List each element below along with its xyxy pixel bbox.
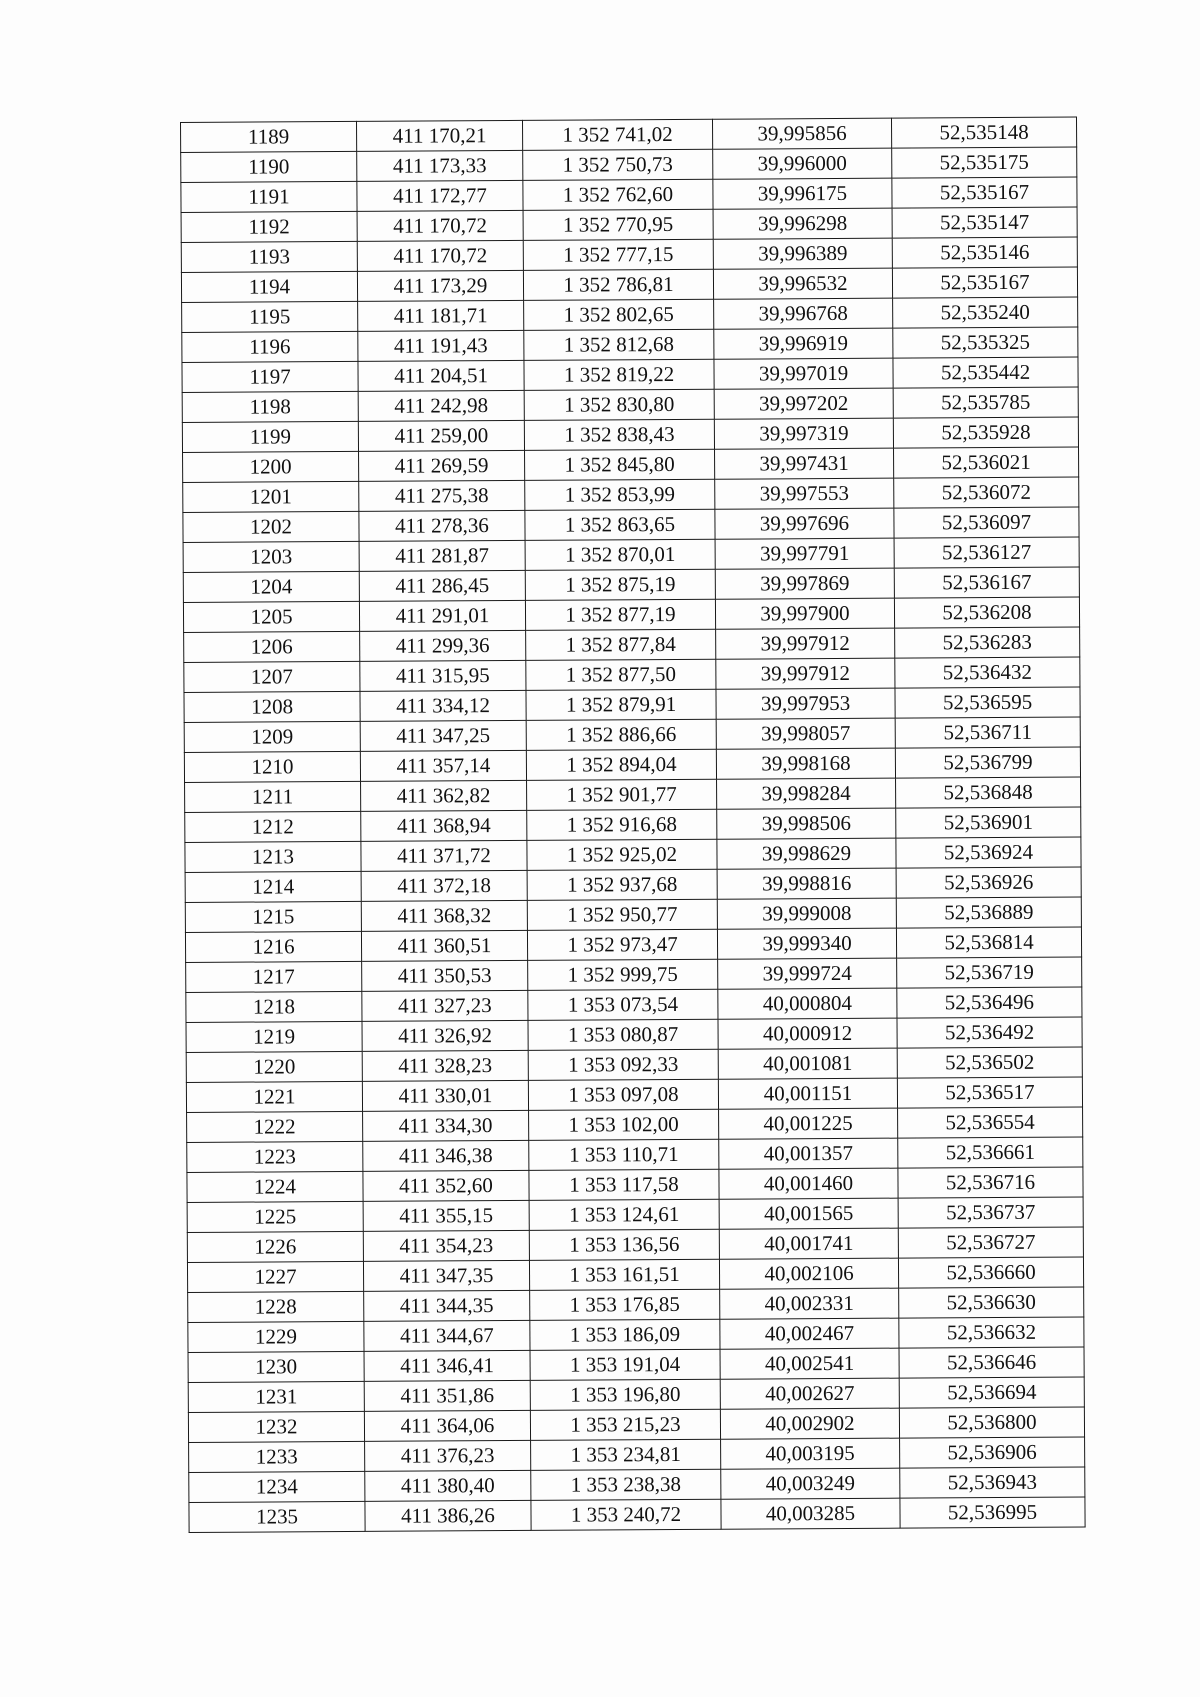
longitude-cell: 40,002627 bbox=[720, 1378, 899, 1409]
point-number-cell: 1235 bbox=[189, 1501, 365, 1532]
y-coordinate-cell: 1 352 812,68 bbox=[524, 329, 714, 360]
table-row bbox=[182, 357, 1078, 392]
longitude-cell: 40,003285 bbox=[721, 1498, 900, 1529]
table-row bbox=[189, 1467, 1085, 1502]
x-coordinate-cell: 411 352,60 bbox=[363, 1170, 529, 1201]
longitude-cell: 40,001357 bbox=[719, 1138, 898, 1169]
x-coordinate-cell: 411 368,32 bbox=[361, 900, 527, 931]
y-coordinate-cell: 1 352 901,77 bbox=[527, 779, 717, 810]
latitude-cell: 52,536926 bbox=[896, 867, 1081, 898]
longitude-cell: 40,001741 bbox=[719, 1228, 898, 1259]
x-coordinate-cell: 411 351,86 bbox=[364, 1380, 530, 1411]
y-coordinate-cell: 1 352 894,04 bbox=[526, 749, 716, 780]
x-coordinate-cell: 411 275,38 bbox=[359, 480, 525, 511]
point-number-cell: 1212 bbox=[185, 811, 361, 842]
x-coordinate-cell: 411 347,25 bbox=[360, 720, 526, 751]
x-coordinate-cell: 411 191,43 bbox=[358, 330, 524, 361]
longitude-cell: 39,996175 bbox=[713, 178, 892, 209]
table-row bbox=[188, 1407, 1084, 1442]
point-number-cell: 1217 bbox=[186, 961, 362, 992]
longitude-cell: 40,002467 bbox=[720, 1318, 899, 1349]
longitude-cell: 39,998057 bbox=[716, 718, 895, 749]
x-coordinate-cell: 411 259,00 bbox=[358, 420, 524, 451]
x-coordinate-cell: 411 204,51 bbox=[358, 360, 524, 391]
table-row bbox=[185, 807, 1081, 842]
point-number-cell: 1206 bbox=[184, 631, 360, 662]
table-row bbox=[183, 447, 1079, 482]
table-row bbox=[189, 1497, 1085, 1532]
table-row bbox=[184, 717, 1080, 752]
table-row bbox=[185, 777, 1081, 812]
y-coordinate-cell: 1 353 161,51 bbox=[529, 1259, 719, 1290]
table-row bbox=[188, 1287, 1084, 1322]
longitude-cell: 39,997696 bbox=[715, 508, 894, 539]
x-coordinate-cell: 411 355,15 bbox=[363, 1200, 529, 1231]
latitude-cell: 52,536814 bbox=[896, 927, 1081, 958]
longitude-cell: 40,000912 bbox=[718, 1018, 897, 1049]
latitude-cell: 52,536167 bbox=[894, 567, 1079, 598]
x-coordinate-cell: 411 386,26 bbox=[365, 1500, 531, 1531]
point-number-cell: 1221 bbox=[186, 1081, 362, 1112]
y-coordinate-cell: 1 352 853,99 bbox=[525, 479, 715, 510]
point-number-cell: 1216 bbox=[185, 931, 361, 962]
point-number-cell: 1231 bbox=[188, 1381, 364, 1412]
table-row bbox=[186, 987, 1082, 1022]
point-number-cell: 1202 bbox=[183, 511, 359, 542]
x-coordinate-cell: 411 362,82 bbox=[361, 780, 527, 811]
longitude-cell: 39,996298 bbox=[713, 208, 892, 239]
latitude-cell: 52,536906 bbox=[900, 1437, 1085, 1468]
y-coordinate-cell: 1 352 786,81 bbox=[523, 269, 713, 300]
point-number-cell: 1196 bbox=[182, 331, 358, 362]
latitude-cell: 52,536800 bbox=[899, 1407, 1084, 1438]
latitude-cell: 52,536737 bbox=[898, 1197, 1083, 1228]
latitude-cell: 52,536021 bbox=[894, 447, 1079, 478]
point-number-cell: 1209 bbox=[184, 721, 360, 752]
y-coordinate-cell: 1 352 750,73 bbox=[523, 149, 713, 180]
latitude-cell: 52,536848 bbox=[896, 777, 1081, 808]
y-coordinate-cell: 1 352 741,02 bbox=[522, 119, 712, 150]
latitude-cell: 52,536661 bbox=[898, 1137, 1083, 1168]
latitude-cell: 52,535240 bbox=[893, 297, 1078, 328]
longitude-cell: 40,001460 bbox=[719, 1168, 898, 1199]
longitude-cell: 39,998506 bbox=[717, 808, 896, 839]
longitude-cell: 39,998816 bbox=[717, 868, 896, 899]
longitude-cell: 39,997953 bbox=[716, 688, 895, 719]
longitude-cell: 40,003249 bbox=[721, 1468, 900, 1499]
table-row bbox=[185, 837, 1081, 872]
point-number-cell: 1220 bbox=[186, 1051, 362, 1082]
point-number-cell: 1219 bbox=[186, 1021, 362, 1052]
y-coordinate-cell: 1 353 196,80 bbox=[530, 1379, 720, 1410]
longitude-cell: 40,000804 bbox=[718, 988, 897, 1019]
latitude-cell: 52,536208 bbox=[894, 597, 1079, 628]
longitude-cell: 39,999008 bbox=[717, 898, 896, 929]
x-coordinate-cell: 411 170,72 bbox=[357, 240, 523, 271]
x-coordinate-cell: 411 344,67 bbox=[364, 1320, 530, 1351]
table-row bbox=[187, 1257, 1083, 1292]
y-coordinate-cell: 1 352 802,65 bbox=[524, 299, 714, 330]
x-coordinate-cell: 411 347,35 bbox=[363, 1260, 529, 1291]
longitude-cell: 40,003195 bbox=[721, 1438, 900, 1469]
table-row bbox=[186, 1047, 1082, 1082]
table-row bbox=[181, 177, 1077, 212]
x-coordinate-cell: 411 372,18 bbox=[361, 870, 527, 901]
x-coordinate-cell: 411 328,23 bbox=[362, 1050, 528, 1081]
y-coordinate-cell: 1 352 830,80 bbox=[524, 389, 714, 420]
x-coordinate-cell: 411 346,38 bbox=[363, 1140, 529, 1171]
table-row bbox=[184, 687, 1080, 722]
y-coordinate-cell: 1 352 925,02 bbox=[527, 839, 717, 870]
table-row bbox=[187, 1227, 1083, 1262]
point-number-cell: 1191 bbox=[181, 181, 357, 212]
x-coordinate-cell: 411 334,12 bbox=[360, 690, 526, 721]
point-number-cell: 1192 bbox=[181, 211, 357, 242]
latitude-cell: 52,536632 bbox=[899, 1317, 1084, 1348]
point-number-cell: 1201 bbox=[183, 481, 359, 512]
point-number-cell: 1215 bbox=[185, 901, 361, 932]
table-row bbox=[183, 477, 1079, 512]
point-number-cell: 1198 bbox=[182, 391, 358, 422]
y-coordinate-cell: 1 352 877,84 bbox=[526, 629, 716, 660]
latitude-cell: 52,535442 bbox=[893, 357, 1078, 388]
longitude-cell: 39,996532 bbox=[713, 268, 892, 299]
longitude-cell: 39,997319 bbox=[714, 418, 893, 449]
table-row bbox=[181, 237, 1077, 272]
latitude-cell: 52,535928 bbox=[893, 417, 1078, 448]
x-coordinate-cell: 411 286,45 bbox=[359, 570, 525, 601]
latitude-cell: 52,536711 bbox=[895, 717, 1080, 748]
x-coordinate-cell: 411 173,33 bbox=[357, 150, 523, 181]
y-coordinate-cell: 1 353 234,81 bbox=[531, 1439, 721, 1470]
x-coordinate-cell: 411 315,95 bbox=[360, 660, 526, 691]
x-coordinate-cell: 411 354,23 bbox=[363, 1230, 529, 1261]
longitude-cell: 39,996768 bbox=[714, 298, 893, 329]
latitude-cell: 52,536727 bbox=[898, 1227, 1083, 1258]
latitude-cell: 52,536943 bbox=[900, 1467, 1085, 1498]
y-coordinate-cell: 1 353 136,56 bbox=[529, 1229, 719, 1260]
latitude-cell: 52,536432 bbox=[895, 657, 1080, 688]
latitude-cell: 52,536719 bbox=[897, 957, 1082, 988]
point-number-cell: 1230 bbox=[188, 1351, 364, 1382]
point-number-cell: 1232 bbox=[188, 1411, 364, 1442]
x-coordinate-cell: 411 368,94 bbox=[361, 810, 527, 841]
point-number-cell: 1218 bbox=[186, 991, 362, 1022]
x-coordinate-cell: 411 269,59 bbox=[359, 450, 525, 481]
latitude-cell: 52,536799 bbox=[895, 747, 1080, 778]
point-number-cell: 1203 bbox=[183, 541, 359, 572]
table-row bbox=[186, 957, 1082, 992]
longitude-cell: 39,999340 bbox=[717, 928, 896, 959]
longitude-cell: 40,001565 bbox=[719, 1198, 898, 1229]
latitude-cell: 52,536595 bbox=[895, 687, 1080, 718]
x-coordinate-cell: 411 242,98 bbox=[358, 390, 524, 421]
table-row bbox=[182, 297, 1078, 332]
latitude-cell: 52,535147 bbox=[892, 207, 1077, 238]
longitude-cell: 39,998284 bbox=[717, 778, 896, 809]
table-body bbox=[181, 117, 1086, 1532]
point-number-cell: 1234 bbox=[189, 1471, 365, 1502]
y-coordinate-cell: 1 353 215,23 bbox=[530, 1409, 720, 1440]
longitude-cell: 39,997019 bbox=[714, 358, 893, 389]
point-number-cell: 1225 bbox=[187, 1201, 363, 1232]
x-coordinate-cell: 411 357,14 bbox=[360, 750, 526, 781]
y-coordinate-cell: 1 353 092,33 bbox=[528, 1049, 718, 1080]
point-number-cell: 1190 bbox=[181, 151, 357, 182]
longitude-cell: 39,998168 bbox=[716, 748, 895, 779]
table-row bbox=[187, 1167, 1083, 1202]
longitude-cell: 39,996389 bbox=[713, 238, 892, 269]
table-row bbox=[181, 147, 1077, 182]
table-row bbox=[186, 1017, 1082, 1052]
y-coordinate-cell: 1 352 937,68 bbox=[527, 869, 717, 900]
point-number-cell: 1208 bbox=[184, 691, 360, 722]
x-coordinate-cell: 411 281,87 bbox=[359, 540, 525, 571]
point-number-cell: 1200 bbox=[183, 451, 359, 482]
x-coordinate-cell: 411 172,77 bbox=[357, 180, 523, 211]
y-coordinate-cell: 1 353 186,09 bbox=[530, 1319, 720, 1350]
table-row bbox=[189, 1437, 1085, 1472]
y-coordinate-cell: 1 352 950,77 bbox=[527, 899, 717, 930]
x-coordinate-cell: 411 291,01 bbox=[359, 600, 525, 631]
y-coordinate-cell: 1 353 191,04 bbox=[530, 1349, 720, 1380]
y-coordinate-cell: 1 352 886,66 bbox=[526, 719, 716, 750]
x-coordinate-cell: 411 173,29 bbox=[357, 270, 523, 301]
table-row bbox=[187, 1197, 1083, 1232]
x-coordinate-cell: 411 350,53 bbox=[362, 960, 528, 991]
longitude-cell: 40,002106 bbox=[719, 1258, 898, 1289]
y-coordinate-cell: 1 352 875,19 bbox=[525, 569, 715, 600]
x-coordinate-cell: 411 344,35 bbox=[364, 1290, 530, 1321]
x-coordinate-cell: 411 170,72 bbox=[357, 210, 523, 241]
latitude-cell: 52,536502 bbox=[897, 1047, 1082, 1078]
table-row bbox=[182, 327, 1078, 362]
table-row bbox=[183, 507, 1079, 542]
point-number-cell: 1213 bbox=[185, 841, 361, 872]
table-row bbox=[183, 597, 1079, 632]
latitude-cell: 52,536283 bbox=[895, 627, 1080, 658]
y-coordinate-cell: 1 353 102,00 bbox=[529, 1109, 719, 1140]
x-coordinate-cell: 411 371,72 bbox=[361, 840, 527, 871]
latitude-cell: 52,535167 bbox=[892, 267, 1077, 298]
longitude-cell: 39,997912 bbox=[716, 628, 895, 659]
table-row bbox=[182, 417, 1078, 452]
latitude-cell: 52,536630 bbox=[899, 1287, 1084, 1318]
table-row bbox=[182, 387, 1078, 422]
point-number-cell: 1227 bbox=[187, 1261, 363, 1292]
point-number-cell: 1229 bbox=[188, 1321, 364, 1352]
latitude-cell: 52,535785 bbox=[893, 387, 1078, 418]
latitude-cell: 52,536716 bbox=[898, 1167, 1083, 1198]
point-number-cell: 1223 bbox=[187, 1141, 363, 1172]
latitude-cell: 52,536924 bbox=[896, 837, 1081, 868]
point-number-cell: 1211 bbox=[185, 781, 361, 812]
point-number-cell: 1222 bbox=[187, 1111, 363, 1142]
latitude-cell: 52,536889 bbox=[896, 897, 1081, 928]
y-coordinate-cell: 1 352 770,95 bbox=[523, 209, 713, 240]
y-coordinate-cell: 1 352 845,80 bbox=[525, 449, 715, 480]
x-coordinate-cell: 411 334,30 bbox=[363, 1110, 529, 1141]
point-number-cell: 1228 bbox=[188, 1291, 364, 1322]
y-coordinate-cell: 1 352 838,43 bbox=[524, 419, 714, 450]
table-row bbox=[187, 1107, 1083, 1142]
y-coordinate-cell: 1 353 073,54 bbox=[528, 989, 718, 1020]
x-coordinate-cell: 411 299,36 bbox=[360, 630, 526, 661]
y-coordinate-cell: 1 352 877,50 bbox=[526, 659, 716, 690]
y-coordinate-cell: 1 353 097,08 bbox=[528, 1079, 718, 1110]
table-row bbox=[184, 627, 1080, 662]
longitude-cell: 39,999724 bbox=[718, 958, 897, 989]
point-number-cell: 1199 bbox=[182, 421, 358, 452]
x-coordinate-cell: 411 326,92 bbox=[362, 1020, 528, 1051]
longitude-cell: 39,996919 bbox=[714, 328, 893, 359]
latitude-cell: 52,536097 bbox=[894, 507, 1079, 538]
point-number-cell: 1207 bbox=[184, 661, 360, 692]
x-coordinate-cell: 411 327,23 bbox=[362, 990, 528, 1021]
y-coordinate-cell: 1 352 819,22 bbox=[524, 359, 714, 390]
point-number-cell: 1233 bbox=[189, 1441, 365, 1472]
latitude-cell: 52,536694 bbox=[899, 1377, 1084, 1408]
longitude-cell: 39,998629 bbox=[717, 838, 896, 869]
y-coordinate-cell: 1 353 124,61 bbox=[529, 1199, 719, 1230]
table-row bbox=[185, 867, 1081, 902]
latitude-cell: 52,535167 bbox=[892, 177, 1077, 208]
y-coordinate-cell: 1 352 870,01 bbox=[525, 539, 715, 570]
coordinates-table bbox=[180, 117, 1086, 1533]
latitude-cell: 52,536127 bbox=[894, 537, 1079, 568]
longitude-cell: 39,997900 bbox=[715, 598, 894, 629]
point-number-cell: 1189 bbox=[181, 121, 357, 152]
longitude-cell: 40,001151 bbox=[718, 1078, 897, 1109]
table-row bbox=[188, 1347, 1084, 1382]
longitude-cell: 40,002331 bbox=[720, 1288, 899, 1319]
longitude-cell: 40,002541 bbox=[720, 1348, 899, 1379]
table-row bbox=[181, 267, 1077, 302]
y-coordinate-cell: 1 353 176,85 bbox=[530, 1289, 720, 1320]
table-row bbox=[181, 207, 1077, 242]
longitude-cell: 39,997791 bbox=[715, 538, 894, 569]
y-coordinate-cell: 1 352 973,47 bbox=[527, 929, 717, 960]
latitude-cell: 52,536995 bbox=[900, 1497, 1085, 1528]
x-coordinate-cell: 411 330,01 bbox=[362, 1080, 528, 1111]
longitude-cell: 39,997202 bbox=[714, 388, 893, 419]
table-row bbox=[184, 657, 1080, 692]
table-row bbox=[183, 567, 1079, 602]
x-coordinate-cell: 411 346,41 bbox=[364, 1350, 530, 1381]
point-number-cell: 1214 bbox=[185, 871, 361, 902]
point-number-cell: 1204 bbox=[183, 571, 359, 602]
longitude-cell: 39,995856 bbox=[712, 118, 891, 149]
y-coordinate-cell: 1 353 110,71 bbox=[529, 1139, 719, 1170]
latitude-cell: 52,536517 bbox=[897, 1077, 1082, 1108]
point-number-cell: 1197 bbox=[182, 361, 358, 392]
point-number-cell: 1226 bbox=[187, 1231, 363, 1262]
table-row bbox=[187, 1137, 1083, 1172]
y-coordinate-cell: 1 353 080,87 bbox=[528, 1019, 718, 1050]
longitude-cell: 40,002902 bbox=[720, 1408, 899, 1439]
y-coordinate-cell: 1 352 916,68 bbox=[527, 809, 717, 840]
latitude-cell: 52,535146 bbox=[892, 237, 1077, 268]
table-row bbox=[188, 1317, 1084, 1352]
longitude-cell: 39,997553 bbox=[715, 478, 894, 509]
x-coordinate-cell: 411 181,71 bbox=[358, 300, 524, 331]
longitude-cell: 40,001081 bbox=[718, 1048, 897, 1079]
longitude-cell: 39,997912 bbox=[716, 658, 895, 689]
x-coordinate-cell: 411 360,51 bbox=[361, 930, 527, 961]
table-row bbox=[185, 897, 1081, 932]
y-coordinate-cell: 1 352 863,65 bbox=[525, 509, 715, 540]
longitude-cell: 39,997431 bbox=[715, 448, 894, 479]
x-coordinate-cell: 411 170,21 bbox=[356, 120, 522, 151]
latitude-cell: 52,536901 bbox=[896, 807, 1081, 838]
longitude-cell: 39,997869 bbox=[715, 568, 894, 599]
latitude-cell: 52,536646 bbox=[899, 1347, 1084, 1378]
x-coordinate-cell: 411 364,06 bbox=[364, 1410, 530, 1441]
latitude-cell: 52,536660 bbox=[898, 1257, 1083, 1288]
latitude-cell: 52,535325 bbox=[893, 327, 1078, 358]
y-coordinate-cell: 1 352 762,60 bbox=[523, 179, 713, 210]
table-row bbox=[188, 1377, 1084, 1412]
point-number-cell: 1194 bbox=[181, 271, 357, 302]
latitude-cell: 52,535175 bbox=[892, 147, 1077, 178]
x-coordinate-cell: 411 376,23 bbox=[365, 1440, 531, 1471]
latitude-cell: 52,536072 bbox=[894, 477, 1079, 508]
latitude-cell: 52,536492 bbox=[897, 1017, 1082, 1048]
point-number-cell: 1205 bbox=[183, 601, 359, 632]
y-coordinate-cell: 1 353 238,38 bbox=[531, 1469, 721, 1500]
y-coordinate-cell: 1 353 117,58 bbox=[529, 1169, 719, 1200]
point-number-cell: 1224 bbox=[187, 1171, 363, 1202]
latitude-cell: 52,536496 bbox=[897, 987, 1082, 1018]
x-coordinate-cell: 411 278,36 bbox=[359, 510, 525, 541]
table-row bbox=[181, 117, 1077, 152]
longitude-cell: 40,001225 bbox=[719, 1108, 898, 1139]
latitude-cell: 52,536554 bbox=[898, 1107, 1083, 1138]
table-row bbox=[186, 1077, 1082, 1112]
table-row bbox=[184, 747, 1080, 782]
table-row bbox=[183, 537, 1079, 572]
table-row bbox=[185, 927, 1081, 962]
point-number-cell: 1193 bbox=[181, 241, 357, 272]
x-coordinate-cell: 411 380,40 bbox=[365, 1470, 531, 1501]
y-coordinate-cell: 1 352 777,15 bbox=[523, 239, 713, 270]
y-coordinate-cell: 1 352 999,75 bbox=[528, 959, 718, 990]
point-number-cell: 1210 bbox=[184, 751, 360, 782]
longitude-cell: 39,996000 bbox=[713, 148, 892, 179]
y-coordinate-cell: 1 352 879,91 bbox=[526, 689, 716, 720]
y-coordinate-cell: 1 353 240,72 bbox=[531, 1499, 721, 1530]
latitude-cell: 52,535148 bbox=[891, 117, 1076, 148]
y-coordinate-cell: 1 352 877,19 bbox=[525, 599, 715, 630]
point-number-cell: 1195 bbox=[182, 301, 358, 332]
